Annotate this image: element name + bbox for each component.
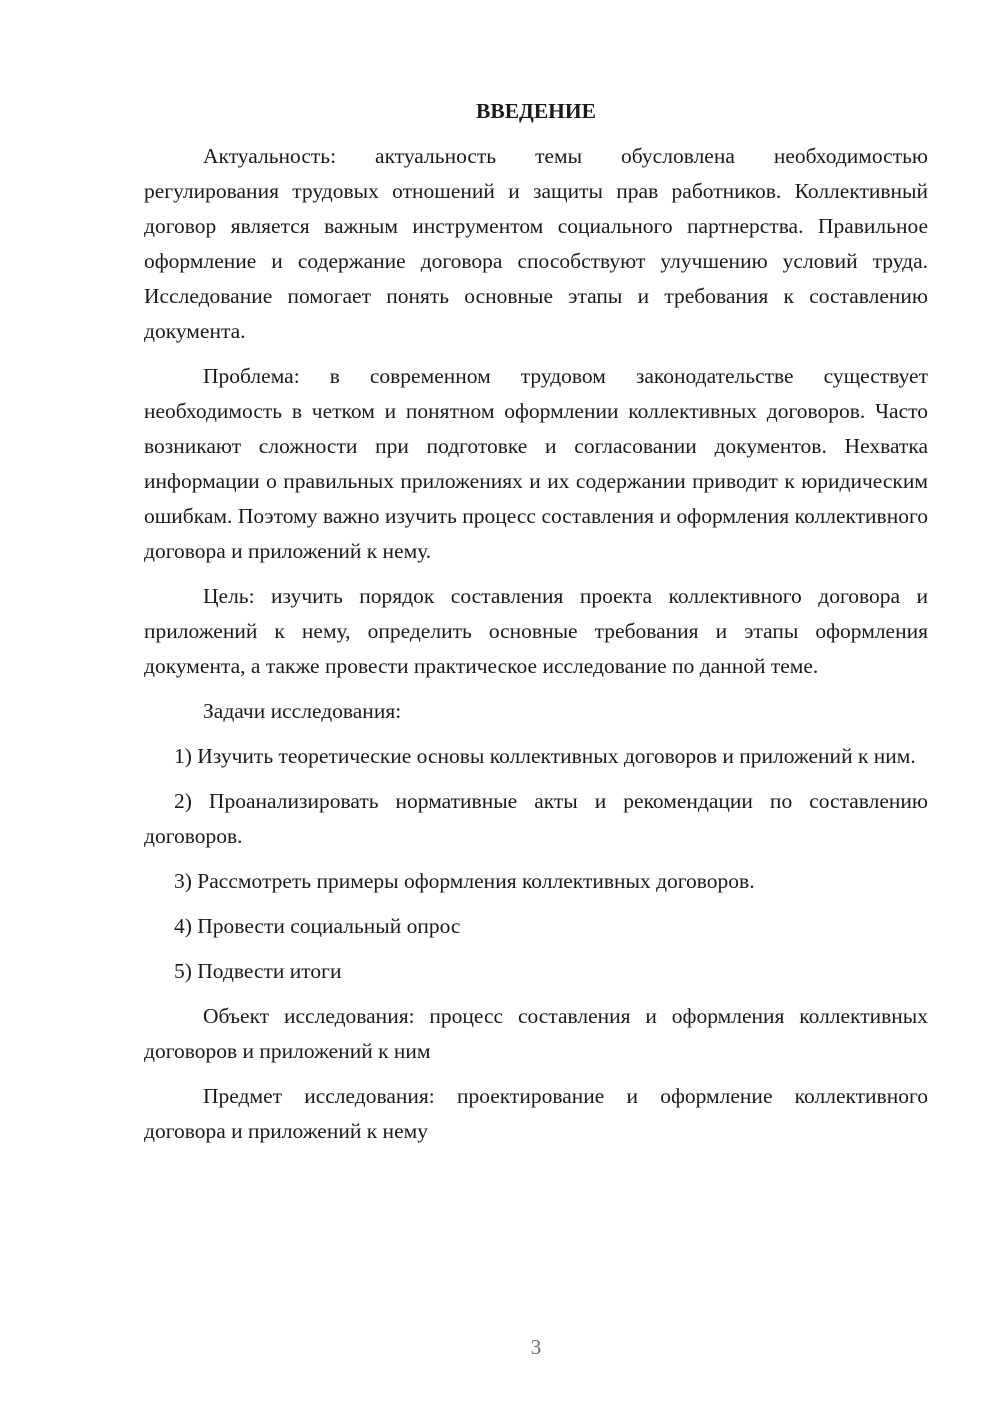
tasks-heading: Задачи исследования: bbox=[203, 699, 402, 723]
section-title: ВВЕДЕНИЕ bbox=[476, 99, 596, 123]
goal-paragraph: Цель: изучить порядок составления проекта коллективного договора и приложений к нему, определить основные требования и этапы оформления документа, а также провести практическое исследование по данной теме. bbox=[144, 584, 928, 678]
task-item-3: 3) Рассмотреть примеры оформления коллективных договоров. bbox=[174, 869, 755, 893]
relevance-paragraph: Актуальность: актуальность темы обусловлена необходимостью регулирования трудовых отношений и защиты прав работников. Коллективный договор является важным инструментом социального партнерства. Правильное оформление и содержание договора способствуют улучшению условий труда. Исследование помогает понять основные этапы и требования к составлению документа. bbox=[144, 144, 928, 343]
page-number: 3 bbox=[530, 1335, 542, 1359]
document-page bbox=[144, 96, 928, 1159]
problem-paragraph: Проблема: в современном трудовом законодательстве существует необходимость в четком и понятном оформлении коллективных договоров. Часто возникают сложности при подготовке и согласовании документов. Нехватка информации о правильных приложениях и их содержании приводит к юридическим ошибкам. Поэтому важно изучить процесс составления и оформления коллективного договора и приложений к нему. bbox=[144, 364, 928, 563]
task-item-4: 4) Провести социальный опрос bbox=[174, 914, 461, 938]
task-item-2: 2) Проанализировать нормативные акты и рекомендации по составлению договоров. bbox=[144, 789, 928, 848]
task-item-1: 1) Изучить теоретические основы коллективных договоров и приложений к ним. bbox=[174, 744, 916, 768]
task-item-5: 5) Подвести итоги bbox=[174, 959, 342, 983]
subject-paragraph: Предмет исследования: проектирование и оформление коллективного договора и приложений к нему bbox=[144, 1084, 928, 1143]
object-paragraph: Объект исследования: процесс составления и оформления коллективных договоров и приложений к ним bbox=[144, 1004, 928, 1063]
